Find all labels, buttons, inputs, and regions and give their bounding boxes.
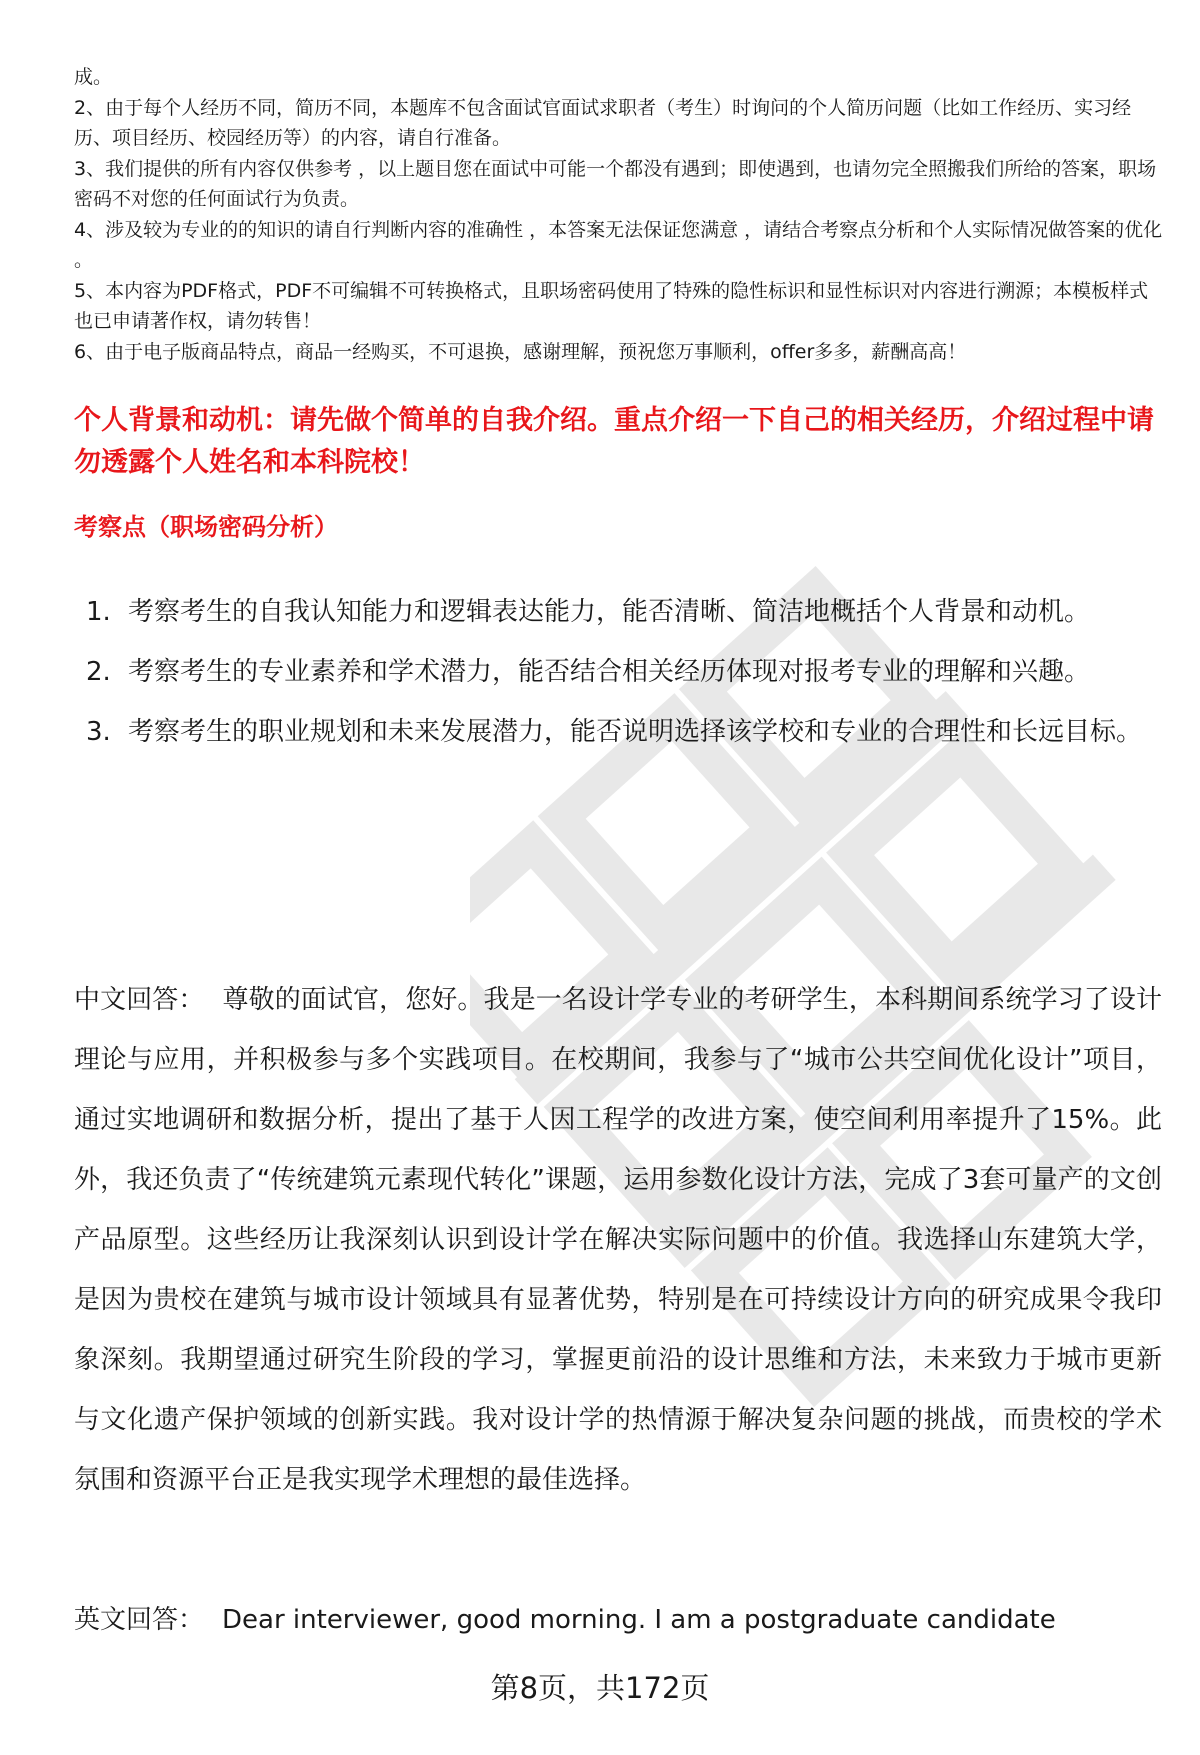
question-title: 个人背景和动机：请先做个简单的自我介绍。重点介绍一下自己的相关经历，介绍过程中请勿透露个人姓名和本科院校！ xyxy=(74,405,1154,478)
chinese-answer xyxy=(74,970,1162,1510)
list-item-number: 1. xyxy=(86,597,111,627)
page-number: 第8页，共172页 xyxy=(490,1671,710,1705)
note-line: 2、由于每个人经历不同，简历不同，本题库不包含面试官面试求职者（考生）时询问的个人简历问题（比如工作经历、实习经历、项目经历、校园经历等）的内容，请自行准备。 xyxy=(74,96,1132,149)
english-answer-text: Dear interviewer, good morning. I am a postgraduate candidate xyxy=(222,1605,1056,1635)
note-line: 4、涉及较为专业的的知识的请自行判断内容的准确性 ，本答案无法保证您满意 ，请结合考察点分析和个人实际情况做答案的优化 。 xyxy=(74,218,1163,271)
list-item-text: 考察考生的自我认知能力和逻辑表达能力，能否清晰、简洁地概括个人背景和动机。 xyxy=(128,597,1091,627)
chinese-answer-label: 中文回答： xyxy=(74,985,205,1015)
list-item xyxy=(74,702,1154,762)
list-item-number: 3. xyxy=(86,717,111,747)
list-item-text: 考察考生的专业素养和学术潜力，能否结合相关经历体现对报考专业的理解和兴趣。 xyxy=(128,657,1091,687)
disclaimer-notes xyxy=(74,62,1164,367)
english-answer xyxy=(74,1590,1162,1650)
chinese-answer-text: 尊敬的面试官，您好。我是一名设计学专业的考研学生，本科期间系统学习了设计理论与应用，并积极参与多个实践项目。在校期间，我参与了“城市公共空间优化设计”项目，通过实地调研和数据分析，提出了基于人因工程学的改进方案，使空间利用率提升了15%。此外，我还负责了“传统建筑元素现代转化”课题，运用参数化设计方法，完成了3套可量产的文创产品原型。这些经历让我深刻认识到设计学在解决实际问题中的价值。我选择山东建筑大学，是因为贵校在建筑与城市设计领域具有显著优势，特别是在可持续设计方向的研究成果令我印象深刻。我期望通过研究生阶段的学习，掌握更前沿的设计思维和方法，未来致力于城市更新与文化遗产保护领域的创新实践。我对设计学的热情源于解决复杂问题的挑战，而贵校的学术氛围和资源平台正是我实现学术理想的最佳选择。 xyxy=(74,985,1162,1495)
note-line: 成。 xyxy=(74,66,113,88)
key-points-heading: 考察点（职场密码分析） xyxy=(74,513,338,541)
list-item-number: 2. xyxy=(86,657,111,687)
note-line: 3、我们提供的所有内容仅供参考 ，以上题目您在面试中可能一个都没有遇到；即使遇到，也请勿完全照搬我们所给的答案，职场密码不对您的任何面试行为负责。 xyxy=(74,157,1157,210)
list-item xyxy=(74,582,1154,642)
list-item-text: 考察考生的职业规划和未来发展潜力，能否说明选择该学校和专业的合理性和长远目标。 xyxy=(128,717,1143,747)
note-line: 6、由于电子版商品特点，商品一经购买，不可退换，感谢理解，预祝您万事顺利，offer多多，薪酬高高！ xyxy=(74,340,967,363)
key-points-list xyxy=(74,582,1154,762)
english-answer-label: 英文回答： xyxy=(74,1605,205,1635)
note-line: 5、本内容为PDF格式，PDF不可编辑不可转换格式，且职场密码使用了特殊的隐性标识和显性标识对内容进行溯源；本模板样式也已申请著作权，请勿转售！ xyxy=(74,279,1149,332)
list-item xyxy=(74,642,1154,702)
